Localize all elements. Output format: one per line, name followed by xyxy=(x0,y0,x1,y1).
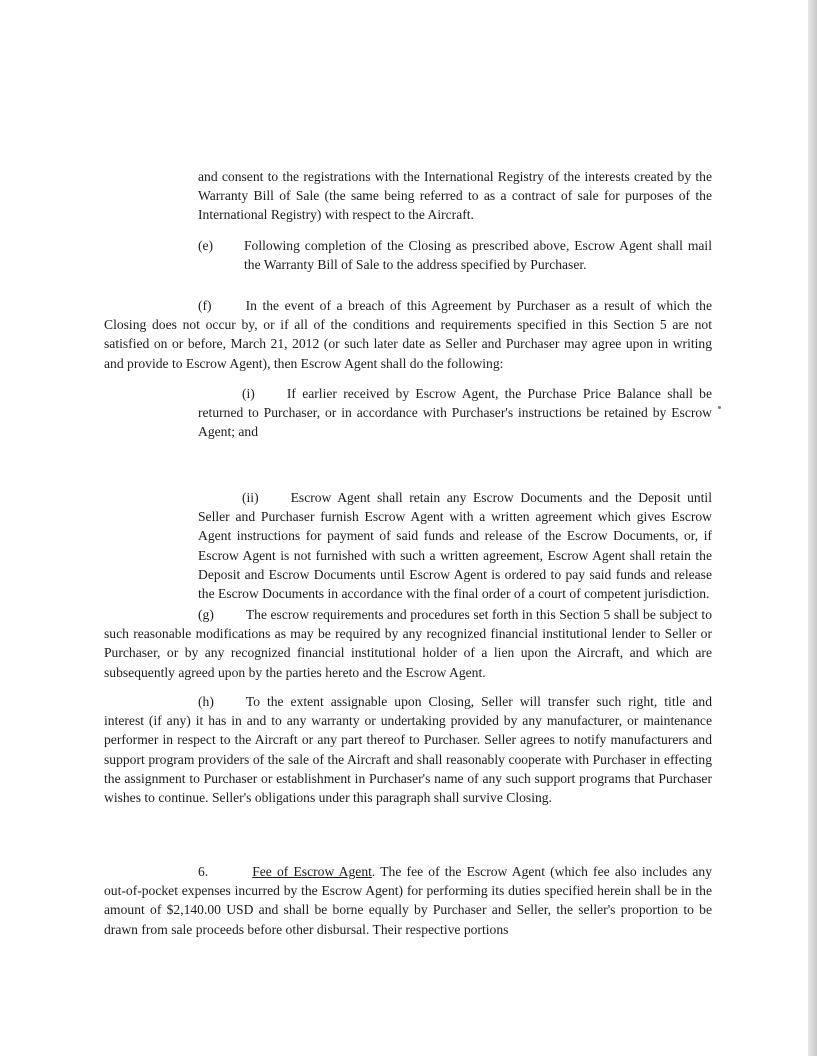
section-6-text: The fee of the Escrow Agent (which fee also includes any out-of-pocket expenses incurred by the Escrow Agent) for performing its duties specified herein shall be in the amount of $2,140.00 USD and shall be borne equally by Purchaser and Seller, the seller's proportion to be drawn from sale proceeds before other disbursal. Their respective portions xyxy=(104,864,712,937)
paragraph-f-ii-text: Escrow Agent shall retain any Escrow Documents and the Deposit until Seller and Purchaser furnish Escrow Agent with a written agreement which gives Escrow Agent instructions for payment of said funds and release of the Escrow Documents, or, if Escrow Agent is not furnished with such a written agreement, Escrow Agent shall retain the Deposit and Escrow Documents until Escrow Agent is ordered to pay said funds and release the Escrow Documents in accordance with the final order of a court of competent jurisdiction. xyxy=(198,490,712,602)
paragraph-continued: and consent to the registrations with the International Registry of the interests created by the Warranty Bill of Sale (the same being referred to as a contract of sale for purposes of the International Registry) with respect to the Aircraft. xyxy=(198,169,712,223)
paragraph-f-ii xyxy=(198,488,712,603)
section-6-heading: Fee of Escrow Agent xyxy=(252,864,372,879)
paragraph-g xyxy=(104,605,712,682)
paragraph-f-text: In the event of a breach of this Agreement by Purchaser as a result of which the Closing does not occur by, or if all of the conditions and requirements specified in this Section 5 are not satisfied on or before, March 21, 2012 (or such later date as Seller and Purchaser may agree upon in writing and provide to Escrow Agent), then Escrow Agent shall do the following: xyxy=(104,298,712,371)
paragraph-f xyxy=(104,296,712,373)
section-6: 6. Fee of Escrow Agent. The fee of the Escrow Agent (which fee also includes any out-of-pocket expenses incurred by the Escrow Agent) for performing its duties specified herein shall be in the amount of $2,140.00 USD and shall be borne equally by Purchaser and Seller, the seller's proportion to be drawn from sale proceeds before other disbursal. Their respective portions xyxy=(104,864,712,937)
paragraph-f-i-label: (i) xyxy=(242,386,255,401)
paragraph-e-text: Following completion of the Closing as prescribed above, Escrow Agent shall mail the Warranty Bill of Sale to the address specified by Purchaser. xyxy=(244,238,712,273)
paragraph-f-label: (f) xyxy=(198,298,212,313)
paragraph-f-i xyxy=(198,384,712,442)
paragraph-h-text: To the extent assignable upon Closing, Seller will transfer such right, title and interest (if any) it has in and to any warranty or undertaking provided by any manufacturer, or maintenance performer in respect to the Aircraft or any part thereof to Purchaser. Seller agrees to notify manufacturers and support program providers of the sale of the Aircraft and shall reasonably cooperate with Purchaser in effecting the assignment to Purchaser or establishment in Purchaser's name of any such support programs that Purchaser wishes to continue. Seller's obligations under this paragraph shall survive Closing. xyxy=(104,694,712,806)
page-edge-shadow xyxy=(808,0,817,1056)
scan-speck xyxy=(718,406,721,409)
paragraph-e-label: (e) xyxy=(198,238,214,253)
section-6-number: 6. xyxy=(198,864,209,879)
paragraph-h xyxy=(104,692,712,807)
paragraph-f-ii-label: (ii) xyxy=(242,490,259,505)
paragraph-h-label: (h) xyxy=(198,694,214,709)
paragraph-e xyxy=(198,236,712,274)
paragraph-g-label: (g) xyxy=(198,607,214,622)
paragraph-f-i-text: If earlier received by Escrow Agent, the Purchase Price Balance shall be returned to Purchaser, or in accordance with Purchaser's instructions be retained by Escrow Agent; and xyxy=(198,386,712,440)
paragraph-g-text: The escrow requirements and procedures set forth in this Section 5 shall be subject to such reasonable modifications as may be required by any recognized financial institutional lender to Seller or Purchaser, or by any recognized financial institutional holder of a lien upon the Aircraft, and which are subsequently agreed upon by the parties hereto and the Escrow Agent. xyxy=(104,607,712,680)
